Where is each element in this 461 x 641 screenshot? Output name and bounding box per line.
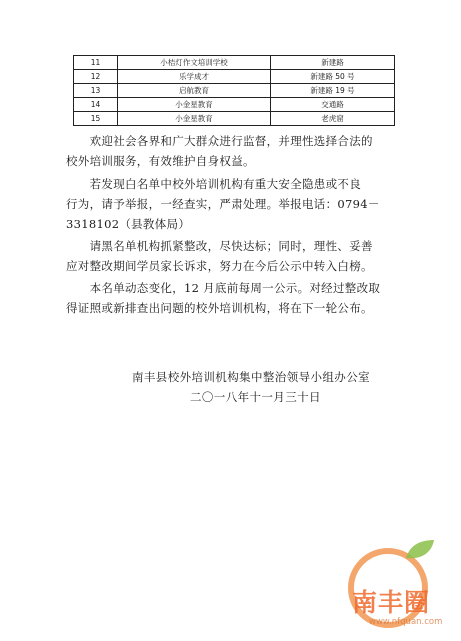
paragraph-supervision (66, 131, 406, 171)
institution-name-cell: 小桔灯作文培训学校 (118, 56, 271, 70)
text-line: 3318102（县教体局） (66, 217, 191, 231)
paragraph-blacklist (66, 236, 406, 276)
address-cell: 老虎窟 (271, 112, 395, 126)
table-row (74, 98, 395, 112)
table-row (74, 112, 395, 126)
text-line: 欢迎社会各界和广大群众进行监督，并理性选择合法的 (66, 134, 373, 148)
row-number-cell: 14 (74, 98, 118, 112)
text-line: 请黑名单机构抓紧整改，尽快达标；同时，理性、妥善 (66, 239, 373, 253)
institution-name-cell: 启航教育 (118, 84, 271, 98)
text-line: 行为，请予举报，一经查实，严肃处理。举报电话：0794－ (66, 197, 380, 211)
institution-name-cell: 小金星教育 (118, 98, 271, 112)
text-line: 本名单动态变化，12 月底前每周一公示。对经过整改取 (66, 281, 381, 295)
signature-date: 二〇一八年十一月三十日 (190, 390, 321, 404)
row-number-cell: 12 (74, 70, 118, 84)
watermark-url: www.nfquan.com (369, 617, 443, 627)
training-institution-table (73, 55, 395, 126)
paragraph-dynamic-list (66, 278, 406, 318)
signature-organization: 南丰县校外培训机构集中整治领导小组办公室 (132, 370, 370, 384)
text-line: 得证照或新排查出问题的校外培训机构，将在下一轮公布。 (66, 301, 373, 315)
table-body (74, 56, 395, 126)
institution-name-cell: 小金星教育 (118, 112, 271, 126)
text-line: 应对整改期间学员家长诉求，努力在今后公示中转入白榜。 (66, 259, 373, 273)
address-cell: 新建路 19 号 (271, 84, 395, 98)
institution-name-cell: 乐学成才 (118, 70, 271, 84)
text-line: 校外培训服务，有效维护自身权益。 (66, 154, 255, 168)
text-line: 若发现白名单中校外培训机构有重大安全隐患或不良 (66, 177, 361, 191)
paragraph-report (66, 174, 406, 234)
watermark-text: 南丰圈 (352, 588, 431, 617)
address-cell: 交通路 (271, 98, 395, 112)
row-number-cell: 13 (74, 84, 118, 98)
row-number-cell: 11 (74, 56, 118, 70)
address-cell: 新建路 50 号 (271, 70, 395, 84)
address-cell: 新建路 (271, 56, 395, 70)
row-number-cell: 15 (74, 112, 118, 126)
table-row (74, 84, 395, 98)
table-row (74, 70, 395, 84)
table-row (74, 56, 395, 70)
